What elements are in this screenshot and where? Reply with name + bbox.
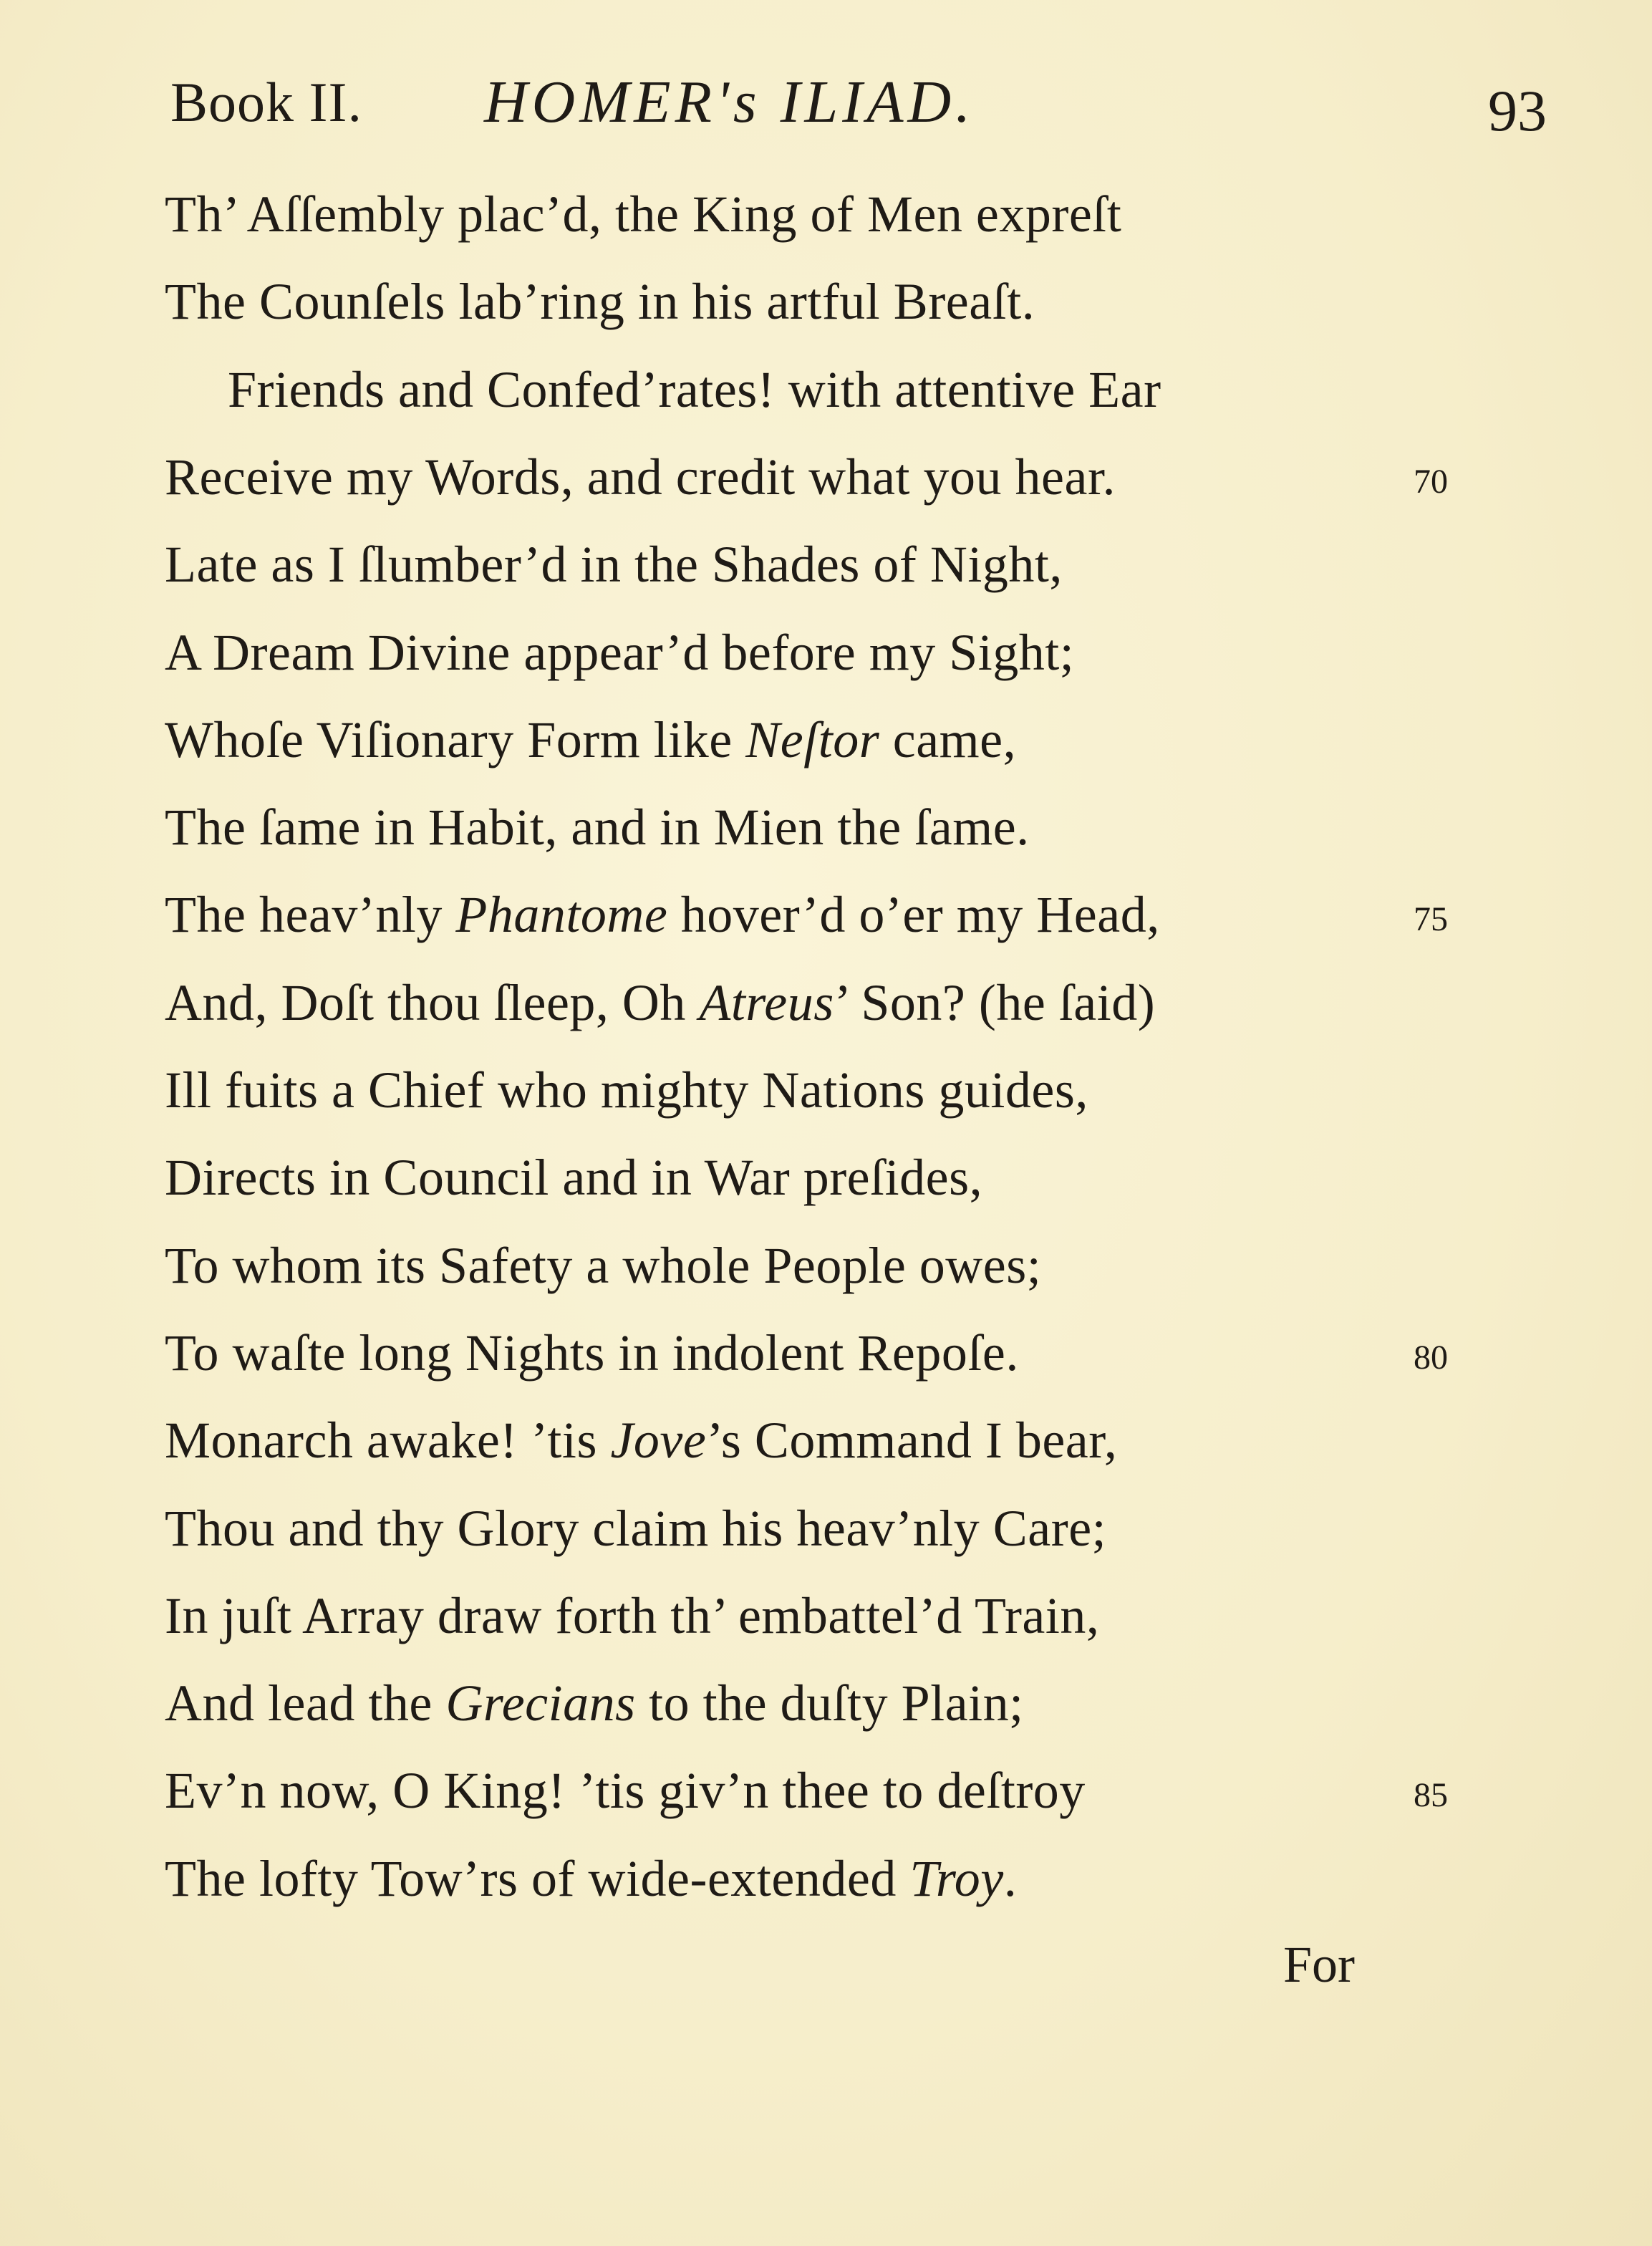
verse-text: And lead the — [165, 1674, 446, 1732]
page-number: 93 — [1488, 78, 1547, 143]
verse-text: Ev’n now, O King! ’tis giv’n thee to deſtroy — [165, 1762, 1086, 1819]
book-label: Book II. — [170, 71, 362, 133]
verse-line — [165, 973, 1155, 1052]
verse-text: came, — [879, 711, 1017, 768]
italic-name: Grecians — [445, 1674, 636, 1732]
verse-line — [165, 798, 1030, 877]
verse-text: ’s Command I bear, — [706, 1412, 1118, 1469]
verse-text: Thou and thy Glory claim his heav’nly Care; — [165, 1500, 1107, 1557]
verse-line — [165, 1674, 1024, 1753]
verse-line — [165, 1324, 1019, 1402]
verse-text: Receive my Words, and credit what you hear. — [165, 448, 1116, 506]
verse-line — [165, 1499, 1106, 1578]
verse-text: And, Doſt thou ſleep, Oh — [165, 974, 700, 1031]
verse-line — [165, 448, 1116, 526]
catchword: For — [1283, 1936, 1356, 1993]
line-number: 85 — [1414, 1776, 1448, 1814]
verse-text: In juſt Array draw forth th’ embattel’d Train, — [165, 1587, 1100, 1644]
verse-line — [165, 710, 1016, 789]
verse-line — [165, 1236, 1041, 1315]
line-number: 80 — [1414, 1339, 1448, 1377]
verse-text: Ill fuits a Chief who mighty Nations guides, — [165, 1061, 1088, 1119]
verse-line — [165, 1061, 1088, 1139]
verse-text: ’ Son? (he ſaid) — [834, 974, 1156, 1031]
verse-text: Friends and Confed’rates! with attentive Ear — [228, 361, 1161, 418]
italic-name: Troy — [909, 1850, 1004, 1907]
italic-name: Atreus — [699, 974, 834, 1031]
verse-text: to the duſty Plain; — [635, 1674, 1024, 1732]
verse-text: Whoſe Viſionary Form like — [165, 711, 746, 768]
line-number: 70 — [1414, 463, 1448, 501]
verse-text: Monarch awake! ’tis — [165, 1412, 611, 1469]
verse-line — [228, 360, 1161, 439]
verse-text: A Dream Divine appear’d before my Sight; — [165, 624, 1075, 681]
verse-line — [165, 1849, 1017, 1928]
verse-line — [165, 623, 1074, 702]
verse-line — [165, 1411, 1117, 1490]
verse-text: hover’d o’er my Head, — [667, 886, 1160, 943]
verse-line — [165, 1761, 1086, 1840]
verse-text: To whom its Safety a whole People owes; — [165, 1237, 1042, 1294]
verse-text: Late as I ſlumber’d in the Shades of Night, — [165, 536, 1063, 593]
line-number: 75 — [1414, 900, 1448, 938]
verse-text: The ſame in Habit, and in Mien the ſame. — [165, 799, 1030, 856]
verse-text: The heav’nly — [165, 886, 456, 943]
verse-text: Th’ Aſſembly plac’d, the King of Men expreſt — [165, 185, 1122, 243]
verse-text: The lofty Tow’rs of wide-extended — [165, 1850, 910, 1907]
italic-name: Jove — [610, 1412, 707, 1469]
verse-text: . — [1003, 1850, 1018, 1907]
verse-line — [165, 185, 1121, 264]
verse-text: To waſte long Nights in indolent Repoſe. — [165, 1324, 1019, 1382]
verse-line — [165, 272, 1035, 351]
verse-line — [165, 535, 1063, 614]
verse-line — [165, 1148, 982, 1227]
italic-name: Neſtor — [745, 711, 880, 768]
running-header — [0, 63, 1652, 149]
verse-text: The Counſels lab’ring in his artful Breaſt. — [165, 273, 1035, 330]
italic-name: Phantome — [455, 886, 668, 943]
verse-line — [165, 885, 1160, 964]
verse-line — [165, 1586, 1099, 1665]
running-title: HOMER's ILIAD. — [484, 69, 975, 135]
verse-text: Directs in Council and in War preſides, — [165, 1149, 983, 1206]
